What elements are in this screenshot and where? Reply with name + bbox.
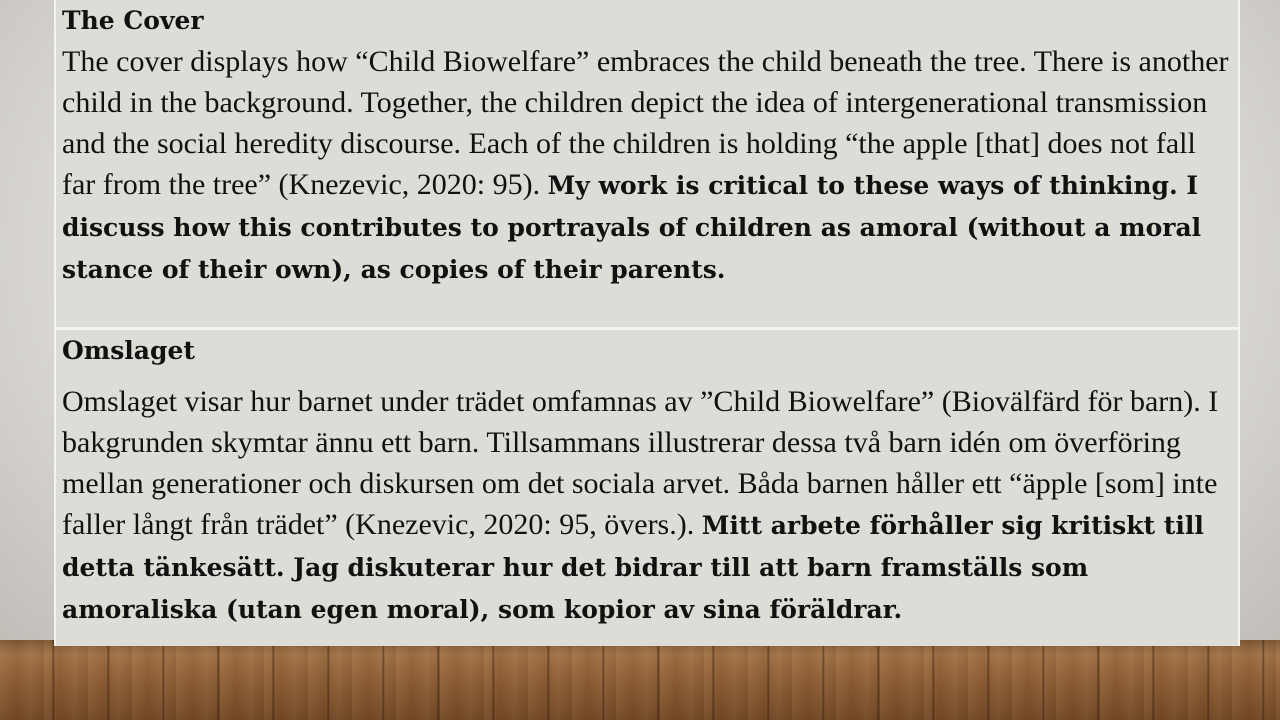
text-table	[54, 0, 1240, 646]
swedish-body-text: Omslaget visar hur barnet under trädet omfamnas av ”Child Biowelfare” (Biovälfärd för barn). I bakgrunden skymtar ännu ett barn. Tillsammans illustrerar dessa två barn idén om överföring mellan generationer och diskursen om det sociala arvet. Båda barnen håller ett “äpple [som] inte faller långt från trädet” (Knezevic, 2020: 95, övers.).	[62, 385, 1219, 541]
swedish-emphasis-text: Mitt arbete förhåller sig kritiskt till detta tänkesätt. Jag diskuterar hur det bidrar till att barn framställs som amoraliska (utan egen moral), som kopior av sina föräldrar.	[62, 511, 1204, 624]
english-emphasis-text: My work is critical to these ways of thinking. I discuss how this contributes to portrayals of children as amoral (without a moral stance of their own), as copies of their parents.	[62, 171, 1202, 284]
heading-spacer	[62, 371, 1234, 381]
swedish-cell	[56, 330, 1238, 646]
english-paragraph	[62, 41, 1234, 290]
english-body-text: The cover displays how “Child Biowelfare” embraces the child beneath the tree. There is another child in the background. Together, the children depict the idea of intergenerational transmission and the social heredity discourse. Each of the children is holding “the apple [that] does not fall far from the tree” (Knezevic, 2020: 95).	[62, 45, 1229, 201]
swedish-paragraph	[62, 381, 1234, 630]
english-heading: The Cover	[62, 6, 204, 35]
english-cell	[56, 0, 1238, 328]
swedish-heading: Omslaget	[62, 336, 195, 365]
